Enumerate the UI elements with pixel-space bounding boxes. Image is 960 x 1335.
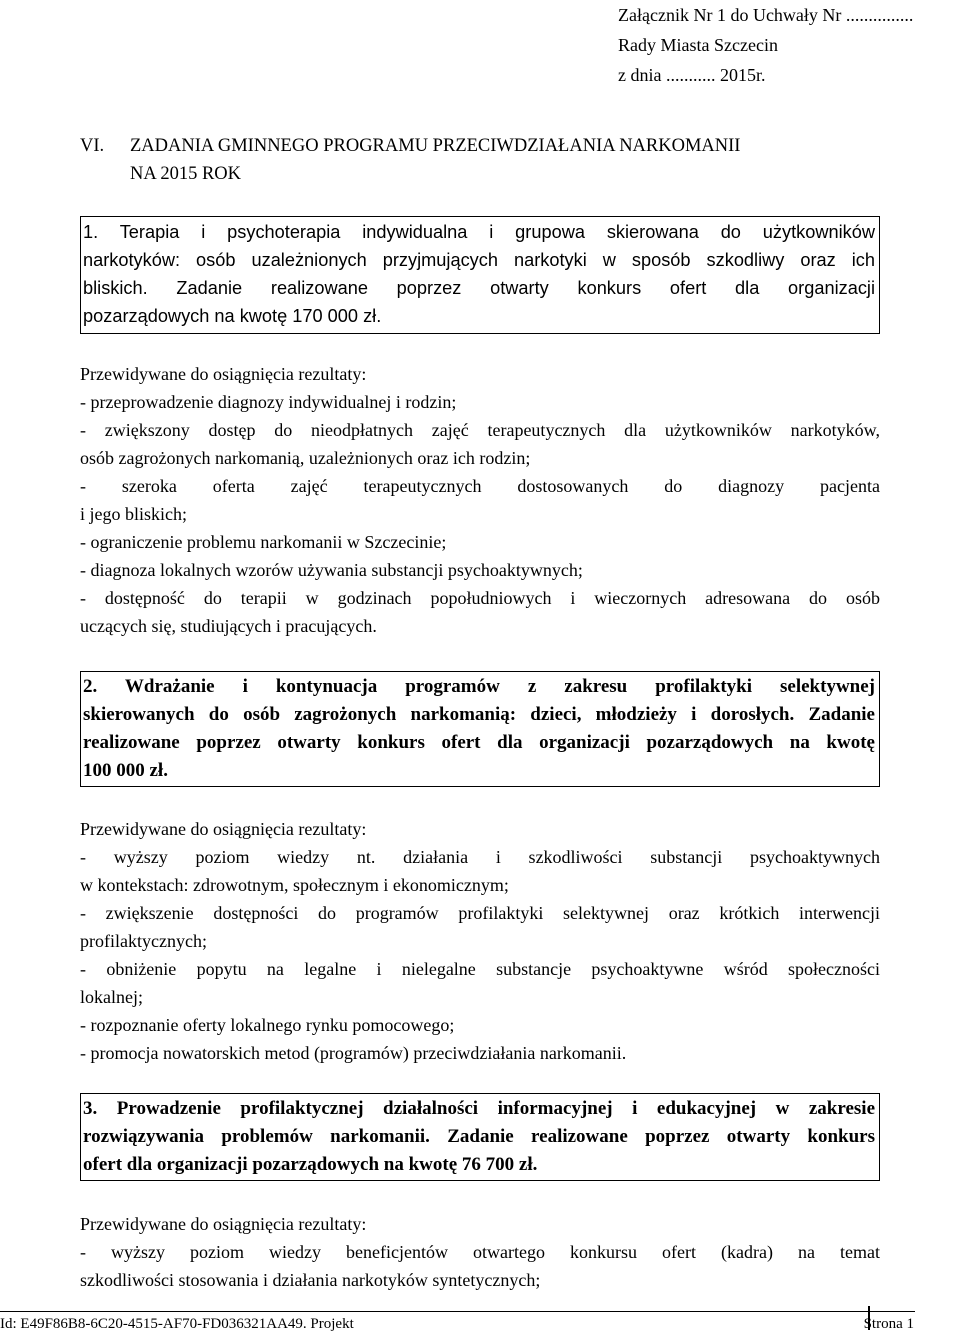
results-title: Przewidywane do osiągnięcia rezultaty: xyxy=(80,1214,367,1234)
task-1-line: narkotyków: osób uzależnionych przyjmujących narkotyki w sposób szkodliwy oraz ich xyxy=(83,250,875,270)
result-item: - promocja nowatorskich metod (programów) przeciwdziałania narkomanii. xyxy=(80,1043,627,1063)
task-2-line: 100 000 zł. xyxy=(83,760,168,781)
result-item: - rozpoznanie oferty lokalnego rynku pomocowego; xyxy=(80,1015,455,1035)
task-1-line: pozarządowych na kwotę 170 000 zł. xyxy=(83,306,382,326)
annex-line: Załącznik Nr 1 do Uchwały Nr ............... xyxy=(618,5,914,25)
result-item: - obniżenie popytu na legalne i nielegalne substancje psychoaktywne wśród społeczności xyxy=(80,959,880,979)
task-3-box xyxy=(80,1093,880,1181)
task-3-results xyxy=(80,1210,880,1294)
result-item: - wyższy poziom wiedzy beneficjentów otwartego konkursu ofert (kadra) na temat xyxy=(80,1242,880,1262)
section-title-line-2: NA 2015 ROK xyxy=(130,164,242,184)
result-item: - wyższy poziom wiedzy nt. działania i szkodliwości substancji psychoaktywnych xyxy=(80,847,880,867)
result-item: - diagnoza lokalnych wzorów używania substancji psychoaktywnych; xyxy=(80,560,583,580)
result-item: - zwiększenie dostępności do programów profilaktyki selektywnej oraz krótkich interwencji xyxy=(80,903,880,923)
section-title-line-1: ZADANIA GMINNEGO PROGRAMU PRZECIWDZIAŁANIA NARKOMANII xyxy=(130,136,741,156)
result-item: lokalnej; xyxy=(80,987,143,1007)
date-line: z dnia ........... 2015r. xyxy=(618,65,766,85)
council-line: Rady Miasta Szczecin xyxy=(618,35,778,55)
task-1-box xyxy=(80,216,880,334)
document-id: Id: E49F86B8-6C20-4515-AF70-FD036321AA49. Projekt xyxy=(0,1316,354,1332)
task-1-results xyxy=(80,360,880,640)
page-number: Strona 1 xyxy=(863,1316,914,1332)
section-number: VI. xyxy=(80,136,105,156)
result-item: profilaktycznych; xyxy=(80,931,207,951)
result-item: osób zagrożonych narkomanią, uzależnionych oraz ich rodzin; xyxy=(80,448,531,468)
results-title: Przewidywane do osiągnięcia rezultaty: xyxy=(80,819,367,839)
task-2-line: skierowanych do osób zagrożonych narkomanią: dzieci, młodzieży i dorosłych. Zadanie xyxy=(83,704,875,725)
result-item: - zwiększony dostęp do nieodpłatnych zajęć terapeutycznych dla użytkowników narkotyków, xyxy=(80,420,880,440)
task-3-line: ofert dla organizacji pozarządowych na kwotę 76 700 zł. xyxy=(83,1154,538,1175)
task-1-line: bliskich. Zadanie realizowane poprzez otwarty konkurs ofert dla organizacji xyxy=(83,278,875,298)
result-item: - szeroka oferta zajęć terapeutycznych dostosowanych do diagnozy pacjenta xyxy=(80,476,880,496)
task-2-results xyxy=(80,815,880,1067)
task-3-line: 3. Prowadzenie profilaktycznej działalności informacyjnej i edukacyjnej w zakresie xyxy=(83,1098,875,1119)
task-3-line: rozwiązywania problemów narkomanii. Zadanie realizowane poprzez otwarty konkurs xyxy=(83,1126,875,1147)
section-heading xyxy=(80,132,740,188)
task-2-line: 2. Wdrażanie i kontynuacja programów z zakresu profilaktyki selektywnej xyxy=(83,676,875,697)
result-item: - ograniczenie problemu narkomanii w Szczecinie; xyxy=(80,532,447,552)
footer-divider xyxy=(0,1311,915,1312)
task-2-box xyxy=(80,671,880,787)
result-item: w kontekstach: zdrowotnym, społecznym i ekonomicznym; xyxy=(80,875,509,895)
result-item: - dostępność do terapii w godzinach popołudniowych i wieczornych adresowana do osób xyxy=(80,588,880,608)
task-1-line: 1. Terapia i psychoterapia indywidualna i grupowa skierowana do użytkowników xyxy=(83,222,875,242)
result-item: uczących się, studiujących i pracujących. xyxy=(80,616,377,636)
result-item: i jego bliskich; xyxy=(80,504,187,524)
results-title: Przewidywane do osiągnięcia rezultaty: xyxy=(80,364,367,384)
result-item: - przeprowadzenie diagnozy indywidualnej i rodzin; xyxy=(80,392,457,412)
task-2-line: realizowane poprzez otwarty konkurs ofert dla organizacji pozarządowych na kwotę xyxy=(83,732,875,753)
result-item: szkodliwości stosowania i działania narkotyków syntetycznych; xyxy=(80,1270,541,1290)
